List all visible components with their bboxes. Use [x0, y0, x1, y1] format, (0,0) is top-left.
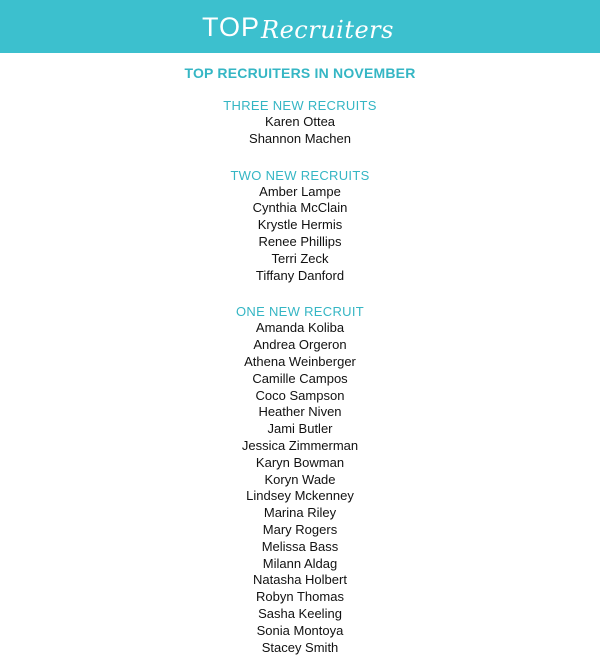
logo-top-text: TOP	[202, 11, 261, 42]
recruiter-name: Andrea Orgeron	[253, 337, 347, 353]
recruiter-name: Athena Weinberger	[244, 353, 356, 369]
recruiter-name-list	[0, 320, 600, 656]
recruiter-name: Koryn Wade	[264, 471, 336, 487]
recruiter-name: Milann Aldag	[262, 555, 338, 571]
recruiter-name: Melissa Bass	[261, 538, 339, 554]
recruiter-name: Amber Lampe	[259, 183, 341, 199]
recruiter-name: Karyn Bowman	[255, 454, 345, 470]
recruiter-name: Jessica Zimmerman	[241, 437, 359, 453]
recruiter-name: Sasha Keeling	[258, 605, 342, 621]
recruiter-name: Krystle Hermis	[257, 217, 343, 233]
recruiter-name: Sonia Montoya	[256, 622, 344, 638]
recruiter-name: Camille Campos	[252, 370, 348, 386]
header-banner	[0, 0, 600, 53]
group-three-new-recruits	[0, 98, 600, 148]
recruiter-name: Amanda Koliba	[255, 320, 345, 336]
recruiter-name: Shannon Machen	[249, 130, 351, 146]
group-heading: ONE NEW RECRUIT	[236, 304, 364, 320]
recruiter-name: Lindsey Mckenney	[246, 488, 354, 504]
recruiter-name: Marina Riley	[263, 505, 337, 521]
recruiter-name: Coco Sampson	[255, 387, 345, 403]
recruiter-name: Mary Rogers	[262, 521, 338, 537]
recruiter-name-list	[0, 114, 600, 148]
group-heading: THREE NEW RECRUITS	[223, 98, 377, 113]
recruiter-name: Heather Niven	[258, 404, 342, 420]
top-recruiters-logo	[202, 4, 394, 50]
recruiter-name: Cynthia McClain	[252, 200, 348, 216]
page-title: TOP RECRUITERS IN NOVEMBER	[184, 65, 416, 81]
recruiter-name: Robyn Thomas	[256, 589, 344, 605]
recruiter-name: Karen Ottea	[264, 114, 336, 129]
recruiter-name: Natasha Holbert	[253, 572, 347, 588]
recruiter-name-list	[0, 184, 600, 285]
recruiter-name: Terri Zeck	[271, 250, 329, 266]
group-one-new-recruit	[0, 304, 600, 656]
recruiter-name: Tiffany Danford	[255, 267, 345, 283]
logo-script-text: Recruiters	[261, 16, 394, 44]
recruiter-name: Stacey Smith	[261, 639, 339, 655]
group-heading: TWO NEW RECRUITS	[230, 167, 370, 183]
recruiter-name: Jami Butler	[267, 421, 333, 437]
recruiter-name: Renee Phillips	[258, 233, 342, 249]
group-two-new-recruits	[0, 168, 600, 285]
